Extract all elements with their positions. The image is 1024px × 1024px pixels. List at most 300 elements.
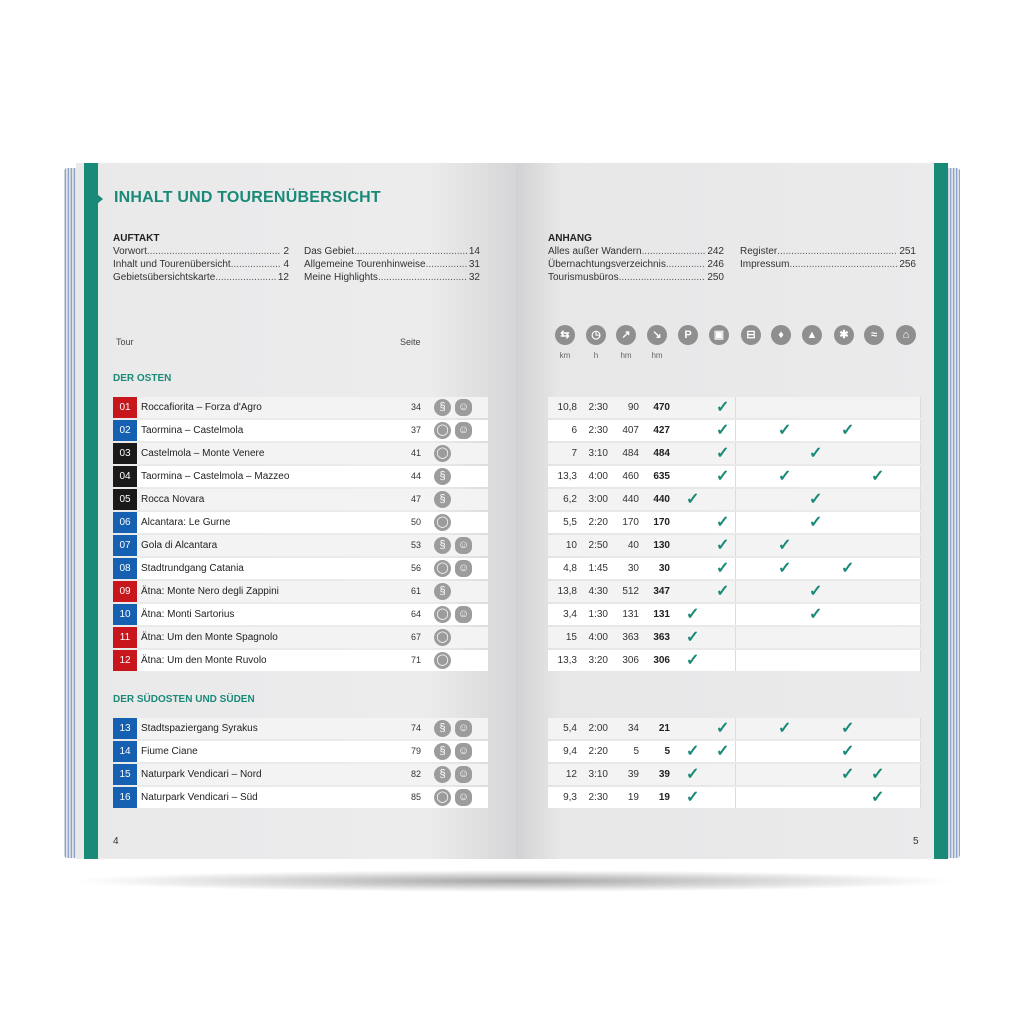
table-cell xyxy=(767,581,799,602)
unit-label: hm xyxy=(651,351,663,360)
table-cell xyxy=(736,489,768,510)
tour-number-badge: 15 xyxy=(113,764,137,785)
table-cell xyxy=(798,397,830,418)
table-cell xyxy=(485,764,489,785)
cell-down: 130 xyxy=(653,540,670,551)
table-cell xyxy=(860,627,891,648)
toc-entry[interactable] xyxy=(548,272,724,283)
cell-km: 5,5 xyxy=(563,517,577,528)
table-cell xyxy=(767,627,799,648)
table-cell xyxy=(736,558,768,579)
cell-up: 460 xyxy=(622,471,639,482)
table-row[interactable] xyxy=(113,420,920,441)
table-cell xyxy=(767,787,799,808)
bus-icon: ▣ xyxy=(709,325,729,345)
table-row[interactable] xyxy=(113,741,920,762)
cell-up: 440 xyxy=(622,494,639,505)
toc-entry-page: 242 xyxy=(707,246,724,257)
toc-entry-page: 251 xyxy=(899,246,916,257)
toc-entry[interactable] xyxy=(113,259,289,270)
table-cell xyxy=(485,718,489,739)
tour-name[interactable]: Stadtspaziergang Syrakus xyxy=(141,723,258,734)
table-cell xyxy=(890,741,921,762)
check-icon: ✓ xyxy=(871,766,885,783)
toc-entry-label: Impressum xyxy=(740,259,790,270)
tour-page[interactable]: 53 xyxy=(410,540,421,550)
table-cell xyxy=(890,627,921,648)
cell-down: 470 xyxy=(653,402,670,413)
table-cell xyxy=(736,466,768,487)
tour-name[interactable]: Ätna: Um den Monte Ruvolo xyxy=(141,655,267,666)
check-icon: ✓ xyxy=(841,720,855,737)
tour-name[interactable]: Rocca Novara xyxy=(141,494,205,505)
table-cell xyxy=(736,787,768,808)
toc-entry-label: Allgemeine Tourenhinweise xyxy=(304,259,426,270)
tour-page[interactable]: 64 xyxy=(410,609,421,619)
toc-entry[interactable] xyxy=(304,272,480,283)
table-cell xyxy=(673,466,706,487)
table-cell xyxy=(860,581,891,602)
table-cell xyxy=(798,627,830,648)
toc-leader-dots xyxy=(354,246,467,257)
cell-km: 10 xyxy=(565,540,577,551)
toc-entry[interactable] xyxy=(304,259,480,270)
table-cell xyxy=(829,650,861,671)
route-icon: § xyxy=(434,491,451,508)
check-icon: ✓ xyxy=(716,720,730,737)
tour-name[interactable]: Naturpark Vendicari – Süd xyxy=(141,792,258,803)
left-accent-bar xyxy=(84,163,98,859)
check-icon: ✓ xyxy=(778,537,792,554)
check-icon: ✓ xyxy=(809,445,823,462)
table-cell xyxy=(860,420,891,441)
check-icon: ✓ xyxy=(686,652,700,669)
check-icon: ✓ xyxy=(809,514,823,531)
toc-leader-dots xyxy=(777,246,897,257)
swimming-icon: ≈ xyxy=(864,325,884,345)
check-icon: ✓ xyxy=(778,720,792,737)
toc-entry-label: Register xyxy=(740,246,778,257)
check-icon: ✓ xyxy=(716,445,730,462)
tour-page[interactable]: 37 xyxy=(410,425,421,435)
table-cell xyxy=(485,604,489,625)
cell-h: 3:10 xyxy=(588,769,608,780)
toc-leader-dots xyxy=(642,246,706,257)
table-cell xyxy=(890,466,921,487)
cell-km: 10,8 xyxy=(557,402,577,413)
cell-h: 2:20 xyxy=(588,746,608,757)
cell-km: 7 xyxy=(571,448,577,459)
cell-h: 4:00 xyxy=(588,471,608,482)
cell-down: 19 xyxy=(658,792,670,803)
tour-page[interactable]: 74 xyxy=(410,723,421,733)
table-row[interactable] xyxy=(113,397,920,418)
table-cell xyxy=(736,512,768,533)
loop-icon: ◯ xyxy=(434,422,451,439)
cell-h: 1:30 xyxy=(588,609,608,620)
table-cell xyxy=(829,397,861,418)
tour-number-badge: 08 xyxy=(113,558,137,579)
table-cell xyxy=(673,535,706,556)
cell-up: 131 xyxy=(622,609,639,620)
toc-entry-label: Vorwort xyxy=(113,246,147,257)
table-cell xyxy=(485,466,489,487)
cell-up: 30 xyxy=(627,563,639,574)
toc-heading-anhang: ANHANG xyxy=(548,233,592,244)
table-row[interactable] xyxy=(113,718,920,739)
table-cell xyxy=(860,512,891,533)
tour-page[interactable]: 85 xyxy=(410,792,421,802)
table-row[interactable] xyxy=(113,627,920,648)
column-tour-label: Tour xyxy=(116,337,134,347)
unit-label: h xyxy=(593,351,599,360)
cell-down: 484 xyxy=(653,448,670,459)
tour-name[interactable]: Alcantara: Le Gurne xyxy=(141,517,231,528)
table-cell xyxy=(485,650,489,671)
table-row[interactable] xyxy=(113,764,920,785)
toc-entry-page: 32 xyxy=(468,272,480,283)
cell-km: 13,3 xyxy=(557,655,577,666)
cell-down: 427 xyxy=(653,425,670,436)
loop-icon: ◯ xyxy=(434,789,451,806)
tour-number-badge: 03 xyxy=(113,443,137,464)
table-cell xyxy=(890,718,921,739)
toc-leader-dots xyxy=(426,259,467,270)
toc-entry[interactable] xyxy=(304,246,480,257)
route-icon: § xyxy=(434,537,451,554)
table-cell xyxy=(767,650,799,671)
toc-heading-auftakt: AUFTAKT xyxy=(113,233,160,244)
route-icon: § xyxy=(434,766,451,783)
check-icon: ✓ xyxy=(716,422,730,439)
table-cell xyxy=(829,466,861,487)
section-heading: DER OSTEN xyxy=(113,373,172,384)
tour-page[interactable]: 67 xyxy=(410,632,421,642)
tour-name[interactable]: Ätna: Monti Sartorius xyxy=(141,609,235,620)
table-cell xyxy=(485,535,489,556)
tour-page[interactable]: 44 xyxy=(410,471,421,481)
tour-page[interactable]: 50 xyxy=(410,517,421,527)
winter-icon: ✱ xyxy=(834,325,854,345)
table-cell xyxy=(673,397,706,418)
table-cell xyxy=(829,443,861,464)
check-icon: ✓ xyxy=(778,422,792,439)
toc-leader-dots xyxy=(378,272,467,283)
check-icon: ✓ xyxy=(716,560,730,577)
title-arrow-icon xyxy=(97,194,103,204)
cell-up: 40 xyxy=(627,540,639,551)
hut-icon: ⌂ xyxy=(896,325,916,345)
table-row[interactable] xyxy=(113,466,920,487)
table-cell xyxy=(705,604,736,625)
table-cell xyxy=(485,741,489,762)
kid-friendly-icon: ☺ xyxy=(455,399,472,416)
restaurant-icon: ♦ xyxy=(771,325,791,345)
tour-page[interactable]: 79 xyxy=(410,746,421,756)
tour-page[interactable]: 82 xyxy=(410,769,421,779)
page-title: INHALT UND TOURENÜBERSICHT xyxy=(114,189,381,206)
cell-down: 347 xyxy=(653,586,670,597)
toc-entry-label: Tourismusbüros xyxy=(548,272,619,283)
loop-icon: ◯ xyxy=(434,445,451,462)
table-row[interactable] xyxy=(113,512,920,533)
table-cell xyxy=(485,420,489,441)
descent-icon: ↘ xyxy=(647,325,667,345)
cell-down: 30 xyxy=(658,563,670,574)
check-icon: ✓ xyxy=(716,514,730,531)
table-cell xyxy=(860,650,891,671)
cell-down: 170 xyxy=(653,517,670,528)
tour-page[interactable]: 41 xyxy=(410,448,421,458)
cell-km: 9,3 xyxy=(563,792,577,803)
table-row[interactable] xyxy=(113,787,920,808)
tour-number-badge: 11 xyxy=(113,627,137,648)
table-cell xyxy=(736,604,768,625)
tour-number-badge: 05 xyxy=(113,489,137,510)
table-row[interactable] xyxy=(113,443,920,464)
toc-entry-page: 250 xyxy=(707,272,724,283)
table-cell xyxy=(673,558,706,579)
toc-leader-dots xyxy=(147,246,282,257)
toc-entry[interactable] xyxy=(113,246,289,257)
route-icon: § xyxy=(434,399,451,416)
tour-number-badge: 01 xyxy=(113,397,137,418)
table-cell xyxy=(798,535,830,556)
table-row[interactable] xyxy=(113,604,920,625)
table-cell xyxy=(829,535,861,556)
cablecar-icon: ⊟ xyxy=(741,325,761,345)
table-cell xyxy=(705,650,736,671)
table-cell xyxy=(736,443,768,464)
toc-leader-dots xyxy=(619,272,706,283)
toc-entry-page: 4 xyxy=(283,259,289,270)
toc-entry[interactable] xyxy=(740,246,916,257)
route-icon: § xyxy=(434,720,451,737)
kid-friendly-icon: ☺ xyxy=(455,720,472,737)
kid-friendly-icon: ☺ xyxy=(455,422,472,439)
cell-h: 2:00 xyxy=(588,723,608,734)
table-cell xyxy=(890,650,921,671)
table-cell xyxy=(890,581,921,602)
tour-page[interactable]: 56 xyxy=(410,563,421,573)
tour-name[interactable]: Naturpark Vendicari – Nord xyxy=(141,769,262,780)
cell-km: 6,2 xyxy=(563,494,577,505)
tour-page[interactable]: 47 xyxy=(410,494,421,504)
toc-leader-dots xyxy=(666,259,705,270)
cell-km: 4,8 xyxy=(563,563,577,574)
unit-label: hm xyxy=(620,351,632,360)
table-cell xyxy=(767,397,799,418)
table-cell xyxy=(485,558,489,579)
toc-entry-page: 14 xyxy=(468,246,480,257)
kid-friendly-icon: ☺ xyxy=(455,560,472,577)
book-shadow xyxy=(70,870,960,892)
tour-name[interactable]: Gola di Alcantara xyxy=(141,540,218,551)
check-icon: ✓ xyxy=(686,766,700,783)
table-cell xyxy=(736,718,768,739)
table-cell xyxy=(890,397,921,418)
table-cell xyxy=(673,718,706,739)
kid-friendly-icon: ☺ xyxy=(455,766,472,783)
cell-km: 6 xyxy=(571,425,577,436)
table-cell xyxy=(890,604,921,625)
page-edges-right xyxy=(946,168,960,858)
kid-friendly-icon: ☺ xyxy=(455,789,472,806)
table-cell xyxy=(890,787,921,808)
cell-h: 3:20 xyxy=(588,655,608,666)
parking-icon: P xyxy=(678,325,698,345)
toc-entry-label: Meine Highlights xyxy=(304,272,378,283)
cell-km: 13,8 xyxy=(557,586,577,597)
tour-page[interactable]: 71 xyxy=(410,655,421,665)
table-row[interactable] xyxy=(113,650,920,671)
tour-number-badge: 04 xyxy=(113,466,137,487)
check-icon: ✓ xyxy=(809,583,823,600)
cell-h: 4:30 xyxy=(588,586,608,597)
kid-friendly-icon: ☺ xyxy=(455,743,472,760)
table-cell xyxy=(485,489,489,510)
cell-km: 3,4 xyxy=(563,609,577,620)
check-icon: ✓ xyxy=(871,468,885,485)
cell-h: 4:00 xyxy=(588,632,608,643)
cell-down: 635 xyxy=(653,471,670,482)
check-icon: ✓ xyxy=(841,766,855,783)
table-cell xyxy=(767,604,799,625)
cell-up: 170 xyxy=(622,517,639,528)
signpost-icon: ⇆ xyxy=(555,325,575,345)
table-cell xyxy=(798,558,830,579)
tour-name[interactable]: Ätna: Um den Monte Spagnolo xyxy=(141,632,278,643)
table-cell xyxy=(860,535,891,556)
toc-leader-dots xyxy=(231,259,282,270)
table-cell xyxy=(736,764,768,785)
table-cell xyxy=(673,512,706,533)
table-cell xyxy=(673,420,706,441)
route-icon: § xyxy=(434,743,451,760)
route-icon: § xyxy=(434,468,451,485)
cell-h: 2:30 xyxy=(588,425,608,436)
check-icon: ✓ xyxy=(809,491,823,508)
toc-entry-label: Das Gebiet xyxy=(304,246,355,257)
table-cell xyxy=(485,512,489,533)
tour-name[interactable]: Stadtrundgang Catania xyxy=(141,563,244,574)
cell-up: 407 xyxy=(622,425,639,436)
table-cell xyxy=(736,650,768,671)
table-cell xyxy=(736,535,768,556)
loop-icon: ◯ xyxy=(434,652,451,669)
check-icon: ✓ xyxy=(841,422,855,439)
table-row[interactable] xyxy=(113,489,920,510)
tour-number-badge: 09 xyxy=(113,581,137,602)
table-cell xyxy=(736,420,768,441)
table-row[interactable] xyxy=(113,581,920,602)
table-cell xyxy=(485,581,489,602)
cell-h: 3:00 xyxy=(588,494,608,505)
check-icon: ✓ xyxy=(716,399,730,416)
table-row[interactable] xyxy=(113,535,920,556)
check-icon: ✓ xyxy=(716,583,730,600)
check-icon: ✓ xyxy=(809,606,823,623)
table-cell xyxy=(890,489,921,510)
table-cell xyxy=(767,741,799,762)
toc-entry[interactable] xyxy=(548,246,724,257)
toc-entry[interactable] xyxy=(740,259,916,270)
toc-entry[interactable] xyxy=(548,259,724,270)
table-cell xyxy=(798,787,830,808)
loop-icon: ◯ xyxy=(434,560,451,577)
cell-up: 34 xyxy=(627,723,639,734)
tour-number-badge: 07 xyxy=(113,535,137,556)
table-cell xyxy=(736,741,768,762)
tour-name[interactable]: Ätna: Monte Nero degli Zappini xyxy=(141,586,279,597)
cell-down: 363 xyxy=(653,632,670,643)
toc-entry[interactable] xyxy=(113,272,289,283)
cell-up: 19 xyxy=(627,792,639,803)
tour-page[interactable]: 34 xyxy=(410,402,421,412)
check-icon: ✓ xyxy=(686,789,700,806)
cell-km: 5,4 xyxy=(563,723,577,734)
table-cell xyxy=(860,443,891,464)
cell-up: 512 xyxy=(622,586,639,597)
cell-km: 13,3 xyxy=(557,471,577,482)
route-icon: § xyxy=(434,583,451,600)
cell-down: 39 xyxy=(658,769,670,780)
check-icon: ✓ xyxy=(841,560,855,577)
toc-entry-page: 12 xyxy=(277,272,289,283)
cell-h: 2:30 xyxy=(588,792,608,803)
table-cell xyxy=(860,489,891,510)
tour-name[interactable]: Roccafiorita – Forza d'Agro xyxy=(141,402,262,413)
table-cell xyxy=(767,489,799,510)
cell-km: 9,4 xyxy=(563,746,577,757)
tour-name[interactable]: Castelmola – Monte Venere xyxy=(141,448,265,459)
table-cell xyxy=(829,604,861,625)
cell-up: 363 xyxy=(622,632,639,643)
tour-number-badge: 13 xyxy=(113,718,137,739)
check-icon: ✓ xyxy=(716,537,730,554)
table-cell xyxy=(860,718,891,739)
tour-name[interactable]: Fiume Ciane xyxy=(141,746,198,757)
cell-h: 2:20 xyxy=(588,517,608,528)
table-cell xyxy=(705,764,736,785)
tour-name[interactable]: Taormina – Castelmola xyxy=(141,425,244,436)
table-cell xyxy=(890,558,921,579)
summit-icon: ▲ xyxy=(802,325,822,345)
cell-down: 5 xyxy=(664,746,670,757)
tour-number-badge: 02 xyxy=(113,420,137,441)
tour-page[interactable]: 61 xyxy=(410,586,421,596)
section-heading: DER SÜDOSTEN UND SÜDEN xyxy=(113,694,255,705)
table-cell xyxy=(705,489,736,510)
table-cell xyxy=(485,397,489,418)
unit-label: km xyxy=(559,351,571,360)
tour-name[interactable]: Taormina – Castelmola – Mazzeo xyxy=(141,471,290,482)
check-icon: ✓ xyxy=(778,560,792,577)
table-cell xyxy=(798,718,830,739)
toc-entry-page: 256 xyxy=(899,259,916,270)
check-icon: ✓ xyxy=(686,743,700,760)
toc-leader-dots xyxy=(215,272,276,283)
table-cell xyxy=(767,764,799,785)
table-cell xyxy=(798,466,830,487)
left-page-number: 4 xyxy=(113,836,119,847)
table-cell xyxy=(485,627,489,648)
cell-up: 5 xyxy=(633,746,639,757)
table-cell xyxy=(767,512,799,533)
table-cell xyxy=(829,489,861,510)
table-row[interactable] xyxy=(113,558,920,579)
table-cell xyxy=(736,627,768,648)
